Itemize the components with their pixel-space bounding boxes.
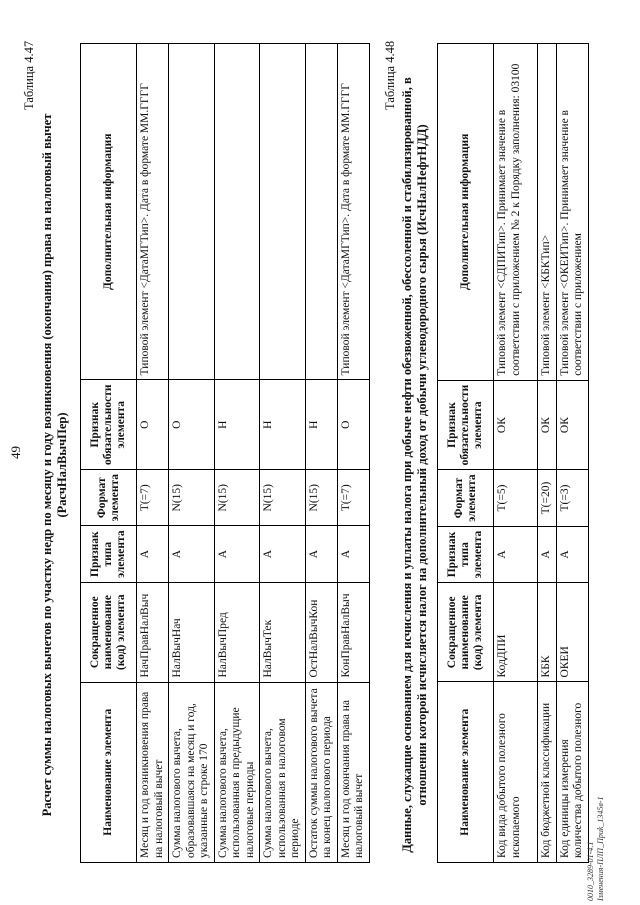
cell-name: Месяц и год окончания права на налоговый вычет <box>337 682 369 862</box>
cell-name: Остаток суммы налогового вычета на конец налогового периода <box>305 682 337 862</box>
table-2-title-line-2: отношении которой исчисляется налог на дополнительный доход от добычи углеводородного сырья (ИсчНалНефтНДД) <box>415 124 429 806</box>
cell-code: НачПравНалВыч <box>137 582 169 682</box>
cell-format: T(=7) <box>337 470 369 526</box>
table-1-header-code: Сокращенное наименование (код) элемента <box>81 582 137 682</box>
cell-name: Сумма налогового вычета, использованная в налоговом периоде <box>260 682 306 862</box>
cell-info <box>260 44 306 380</box>
cell-format: T(=3) <box>556 470 588 526</box>
table-2-header-format: Формат элемента <box>438 470 494 526</box>
cell-required: Н <box>260 380 306 470</box>
cell-name: Месяц и год возникновения права на налоговый вычет <box>137 682 169 862</box>
table-1-title-line-2: (РасчНалВычПер) <box>55 412 69 518</box>
cell-required: О <box>169 380 215 470</box>
page-number: 49 <box>8 446 23 459</box>
cell-name: Сумма налогового вычета, использованная в предыдущие налоговые периоды <box>214 682 260 862</box>
cell-code: НалВычТек <box>260 582 306 682</box>
cell-format: T(=7) <box>137 470 169 526</box>
footer-line-2: Ізменения-ПЛП_Приk_1345в-1 <box>596 796 605 901</box>
footer-line-1: 0010_3289-01-4.1 <box>586 841 595 901</box>
table-2-title <box>400 45 430 885</box>
cell-type: А <box>556 526 588 582</box>
cell-type: А <box>260 526 306 582</box>
cell-type: А <box>169 526 215 582</box>
table-1 <box>80 43 370 863</box>
cell-required: ОК <box>494 380 538 470</box>
cell-format: N(15) <box>260 470 306 526</box>
table-1-header-info: Дополнительная информация <box>81 44 137 380</box>
table-1-header-type: Признак типа элемента <box>81 526 137 582</box>
table-2-title-line-1: Данные, служащие основанием для исчисления и уплаты налога при добыче нефти обезвоженной, обессоленной и стабилизированной, в <box>400 77 414 853</box>
cell-required: ОК <box>556 380 588 470</box>
cell-type: А <box>305 526 337 582</box>
cell-type: А <box>494 526 538 582</box>
table-1-number: Таблица 4.47 <box>22 40 36 110</box>
document-footer <box>586 796 606 901</box>
table-1-header-format: Формат элемента <box>81 470 137 526</box>
table-1-title-line-1: Расчет суммы налоговых вычетов по участку недр по месяцу и году возникновения (окончания) права на налоговый вычет <box>40 113 54 817</box>
cell-code: ОКЕИ <box>556 583 588 682</box>
table-row <box>556 44 588 863</box>
cell-required: Н <box>214 380 260 470</box>
cell-info <box>214 44 260 380</box>
table-1-header-row <box>81 44 137 863</box>
table-row <box>305 44 337 863</box>
cell-format: N(15) <box>305 470 337 526</box>
table-1-header-required: Признак обязательности элемента <box>81 380 137 470</box>
cell-info: Типовой элемент <СДПИТип>. Принимает значение в соответствии с приложением № 2 к Порядку заполнения: 03100 <box>494 44 538 381</box>
table-2-header-row <box>438 44 494 863</box>
table-row <box>260 44 306 863</box>
cell-code: ОстНалВычКон <box>305 582 337 682</box>
table-1-header-name: Наименование элемента <box>81 682 137 862</box>
cell-code: КБК <box>538 583 557 682</box>
table-row <box>137 44 169 863</box>
cell-info: Типовой элемент <ДатаМГТип>. Дата в формате ММ.ГГГГ <box>337 44 369 380</box>
cell-name: Код вида добытого полезного ископаемого <box>494 682 538 863</box>
cell-type: А <box>137 526 169 582</box>
cell-type: А <box>214 526 260 582</box>
cell-code: КонПравНалВыч <box>337 582 369 682</box>
cell-code: НалВычПред <box>214 582 260 682</box>
table-2-header-name: Наименование элемента <box>438 682 494 863</box>
table-2-number: Таблица 4.48 <box>383 40 397 110</box>
table-2-header-required: Признак обязательности элемента <box>438 380 494 470</box>
cell-name: Код бюджетной классификации <box>538 682 557 863</box>
cell-format: T(=20) <box>538 470 557 526</box>
cell-format: N(15) <box>214 470 260 526</box>
table-2-header-type: Признак типа элемента <box>438 526 494 582</box>
table-row <box>169 44 215 863</box>
cell-format: T(=5) <box>494 470 538 526</box>
cell-info <box>305 44 337 380</box>
cell-info: Типовой элемент <ОКЕИТип>. Принимает значение в соответствии с приложением <box>556 44 588 381</box>
cell-type: А <box>337 526 369 582</box>
table-2-header-info: Дополнительная информация <box>438 44 494 381</box>
cell-name: Сумма налогового вычета, образовавшаяся на месяц и год, указанные в строке 170 <box>169 682 215 862</box>
cell-required: ОК <box>538 380 557 470</box>
cell-code: КодДПИ <box>494 583 538 682</box>
cell-type: А <box>538 526 557 582</box>
table-2 <box>437 43 589 863</box>
table-row <box>214 44 260 863</box>
table-2-header-code: Сокращенное наименование (код) элемента <box>438 583 494 682</box>
cell-required: О <box>337 380 369 470</box>
cell-info: Типовой элемент <ДатаМГТип>. Дата в формате ММ.ГГГГ <box>137 44 169 380</box>
table-1-title <box>40 85 70 845</box>
cell-info: Типовой элемент <КБКТип> <box>538 44 557 381</box>
cell-required: О <box>137 380 169 470</box>
table-row <box>538 44 557 863</box>
cell-name: Код единицы измерения количества добытого полезного <box>556 682 588 863</box>
table-row <box>337 44 369 863</box>
cell-required: Н <box>305 380 337 470</box>
table-row <box>494 44 538 863</box>
cell-code: НалВычНач <box>169 582 215 682</box>
cell-info <box>169 44 215 380</box>
cell-format: N(15) <box>169 470 215 526</box>
